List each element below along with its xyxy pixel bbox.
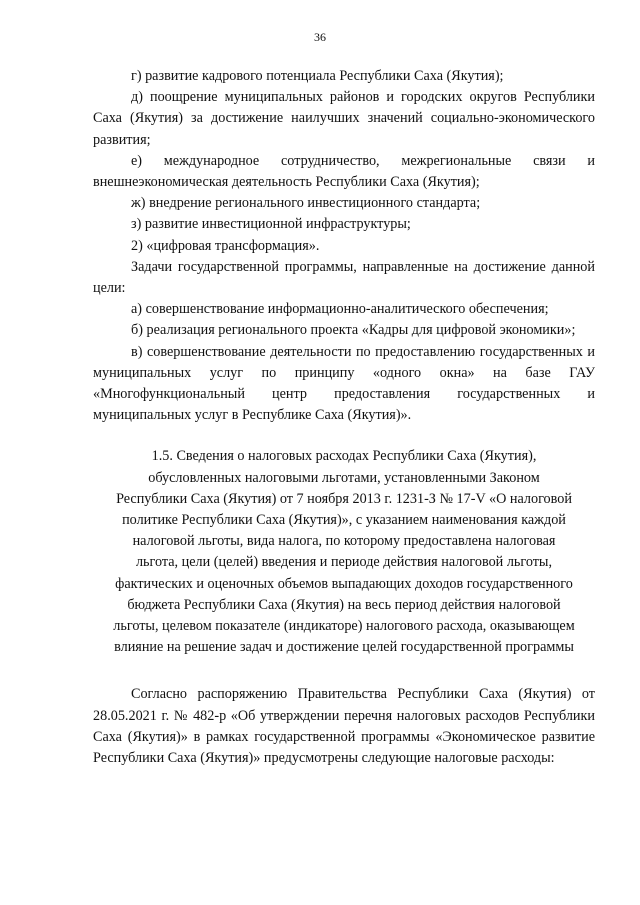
task-a: а) совершенствование информационно-аналитического обеспечения; <box>131 301 549 318</box>
list-item-zh: ж) внедрение регионального инвестиционного стандарта; <box>131 195 481 212</box>
goal-2: 2) «цифровая трансформация». <box>131 237 320 254</box>
list-item-e: е) международное сотрудничество, межрегиональные связи и внешнеэкономическая деятельность Республики Саха (Якутия); <box>93 152 595 191</box>
page-number: 36 <box>314 30 326 44</box>
document-body <box>93 66 595 769</box>
task-v: в) совершенствование деятельности по предоставлению государственных и муниципальных услуг по принципу «одного окна» на базе ГАУ «Многофункциональный центр предоставления государственных и муниципальных услуг в Республике Саха (Якутия)». <box>93 343 595 424</box>
tasks-intro: Задачи государственной программы, направленные на достижение данной цели: <box>93 258 595 297</box>
list-item-g: г) развитие кадрового потенциала Республики Саха (Якутия); <box>131 68 504 84</box>
list-item-z: з) развитие инвестиционной инфраструктуры; <box>131 216 411 233</box>
list-item-d: д) поощрение муниципальных районов и городских округов Республики Саха (Якутия) за достижение наилучших значений социально-экономического развития; <box>93 89 595 148</box>
task-b: б) реализация регионального проекта «Кадры для цифровой экономики»; <box>131 322 576 339</box>
section-paragraph: Согласно распоряжению Правительства Республики Саха (Якутия) от 28.05.2021 г. № 482-р «Об утверждении перечня налоговых расходов Республики Саха (Якутия)» в рамках государственной программы «Экономическое развитие Республики Саха (Якутия)» предусмотрены следующие налоговые расходы: <box>93 686 595 767</box>
section-heading: 1.5. Сведения о налоговых расходах Республики Саха (Якутия), обусловленных налоговыми льготами, установленными Законом Республики Саха (Якутия) от 7 ноября 2013 г. 1231-З № 17-V «О налоговой политике Республики Саха (Якутия)», с указанием наименования каждой налоговой льготы, вида налога, по которому предоставлена налоговая льгота, цели (целей) введения и периоде действия налоговой льготы, фактических и оценочных объемов выпадающих доходов государственного бюджета Республики Саха (Якутия) на весь период действия налоговой льготы, целевом показателе (индикаторе) налогового расхода, оказывающем влияние на решение задач и достижение целей государственной программы <box>113 448 575 656</box>
